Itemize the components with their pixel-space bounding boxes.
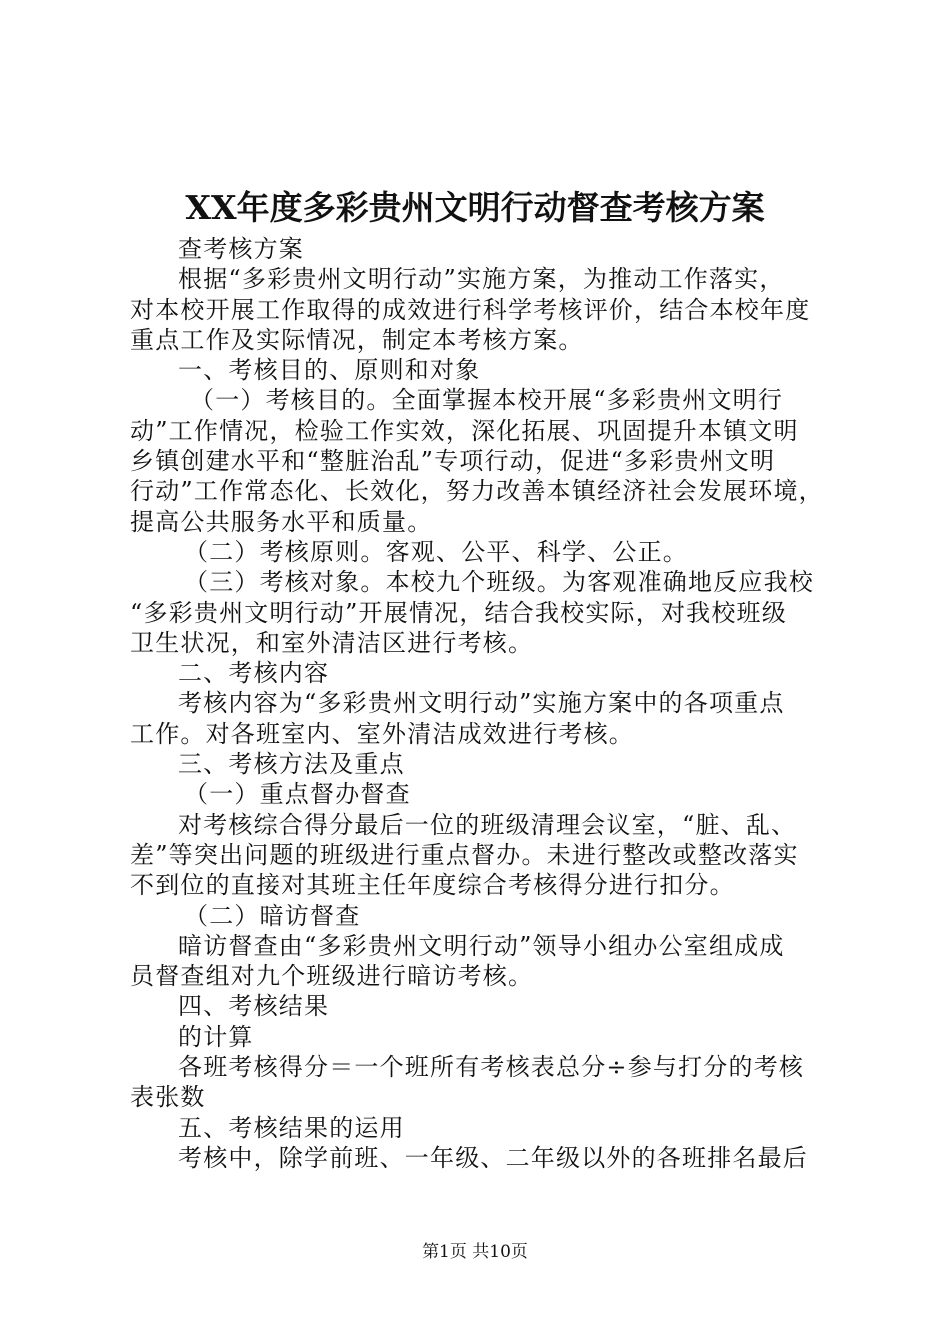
body-line: 工作。对各班室内、室外清洁成效进行考核。 — [130, 719, 634, 748]
document-body — [130, 234, 850, 1173]
page-number-footer: 第1页 共10页 — [422, 1242, 528, 1262]
body-line: 查考核方案 — [178, 235, 304, 263]
body-line: 考核中，除学前班、一年级、二年级以外的各班排名最后 — [178, 1143, 808, 1172]
body-line: 员督查组对九个班级进行暗访考核。 — [130, 962, 534, 991]
body-line: 各班考核得分＝一个班所有考核表总分÷参与打分的考核 — [178, 1053, 805, 1082]
subsection-heading: （一）重点督办督查 — [184, 780, 411, 809]
body-line: （一）考核目的。全面掌握本校开展“多彩贵州文明行 — [190, 386, 784, 415]
body-line: 对考核综合得分最后一位的班级清理会议室，“脏、乱、 — [178, 810, 797, 839]
section-heading: 五、考核结果的运用 — [178, 1113, 405, 1142]
body-line: 乡镇创建水平和“整脏治乱”专项行动，促进“多彩贵州文明 — [130, 447, 776, 476]
body-line: 根据“多彩贵州文明行动”实施方案，为推动工作落实， — [178, 265, 785, 294]
body-line: 差”等突出问题的班级进行重点督办。未进行整改或整改落实 — [130, 840, 799, 869]
body-line: 重点工作及实际情况，制定本考核方案。 — [130, 325, 584, 354]
body-line: 的计算 — [178, 1022, 254, 1051]
body-line: 表张数 — [130, 1083, 206, 1112]
subsection-heading: （二）暗访督查 — [184, 901, 361, 930]
body-line: 行动”工作常态化、长效化，努力改善本镇经济社会发展环境， — [130, 477, 824, 506]
body-line: （三）考核对象。本校九个班级。为客观准确地反应我校 — [184, 568, 814, 597]
body-line: 卫生状况，和室外清洁区进行考核。 — [130, 628, 534, 657]
body-line: 对本校开展工作取得的成效进行科学考核评价，结合本校年度 — [130, 295, 811, 324]
section-heading: 一、考核目的、原则和对象 — [178, 356, 481, 385]
body-line: “多彩贵州文明行动”开展情况，结合我校实际，对我校班级 — [130, 598, 787, 627]
body-line: 考核内容为“多彩贵州文明行动”实施方案中的各项重点 — [178, 689, 785, 718]
body-line: 暗访督查由“多彩贵州文明行动”领导小组办公室组成成 — [178, 931, 785, 960]
section-heading: 四、考核结果 — [178, 992, 330, 1021]
body-line: 动”工作情况，检验工作实效，深化拓展、巩固提升本镇文明 — [130, 416, 799, 445]
body-line: （二）考核原则。客观、公平、科学、公正。 — [184, 537, 688, 566]
section-heading: 二、考核内容 — [178, 659, 330, 688]
section-heading: 三、考核方法及重点 — [178, 750, 405, 779]
document-title: XX年度多彩贵州文明行动督查考核方案 — [185, 188, 765, 227]
body-line: 提高公共服务水平和质量。 — [130, 507, 433, 536]
body-line: 不到位的直接对其班主任年度综合考核得分进行扣分。 — [130, 871, 735, 900]
